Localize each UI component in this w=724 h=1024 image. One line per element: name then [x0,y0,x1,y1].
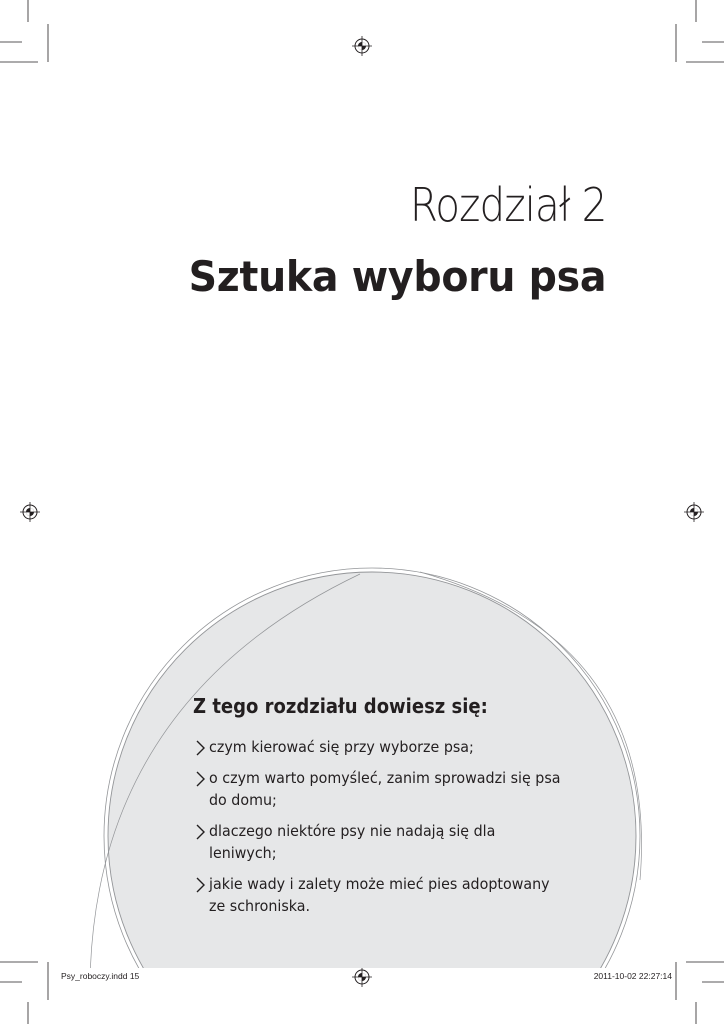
summary-heading: Z tego rozdziału dowiesz się: [193,694,488,718]
chapter-number: Rozdział 2 [409,178,606,232]
list-item [192,736,592,758]
slug-timestamp: 2011-10-02 22:27:14 [593,971,672,981]
summary-list [192,736,592,926]
slug-file-name: Psy_roboczy.indd 15 [61,971,140,981]
list-item-label: czym kierować się przy wyborze psa; [209,738,474,756]
list-item [192,873,592,917]
list-item-label: jakie wady i zalety może mieć pies adoptowany ze schroniska. [209,875,550,915]
chevron-right-icon [192,771,209,787]
chevron-right-icon [192,740,209,756]
chevron-right-icon [192,824,209,840]
chevron-right-icon [192,877,209,893]
list-item-label: o czym warto pomyśleć, zanim sprowadzi się psa do domu; [209,769,561,809]
list-item [192,820,592,864]
list-item-label: dlaczego niektóre psy nie nadają się dla leniwych; [209,822,496,862]
chapter-title: Sztuka wyboru psa [188,252,606,301]
list-item [192,767,592,811]
